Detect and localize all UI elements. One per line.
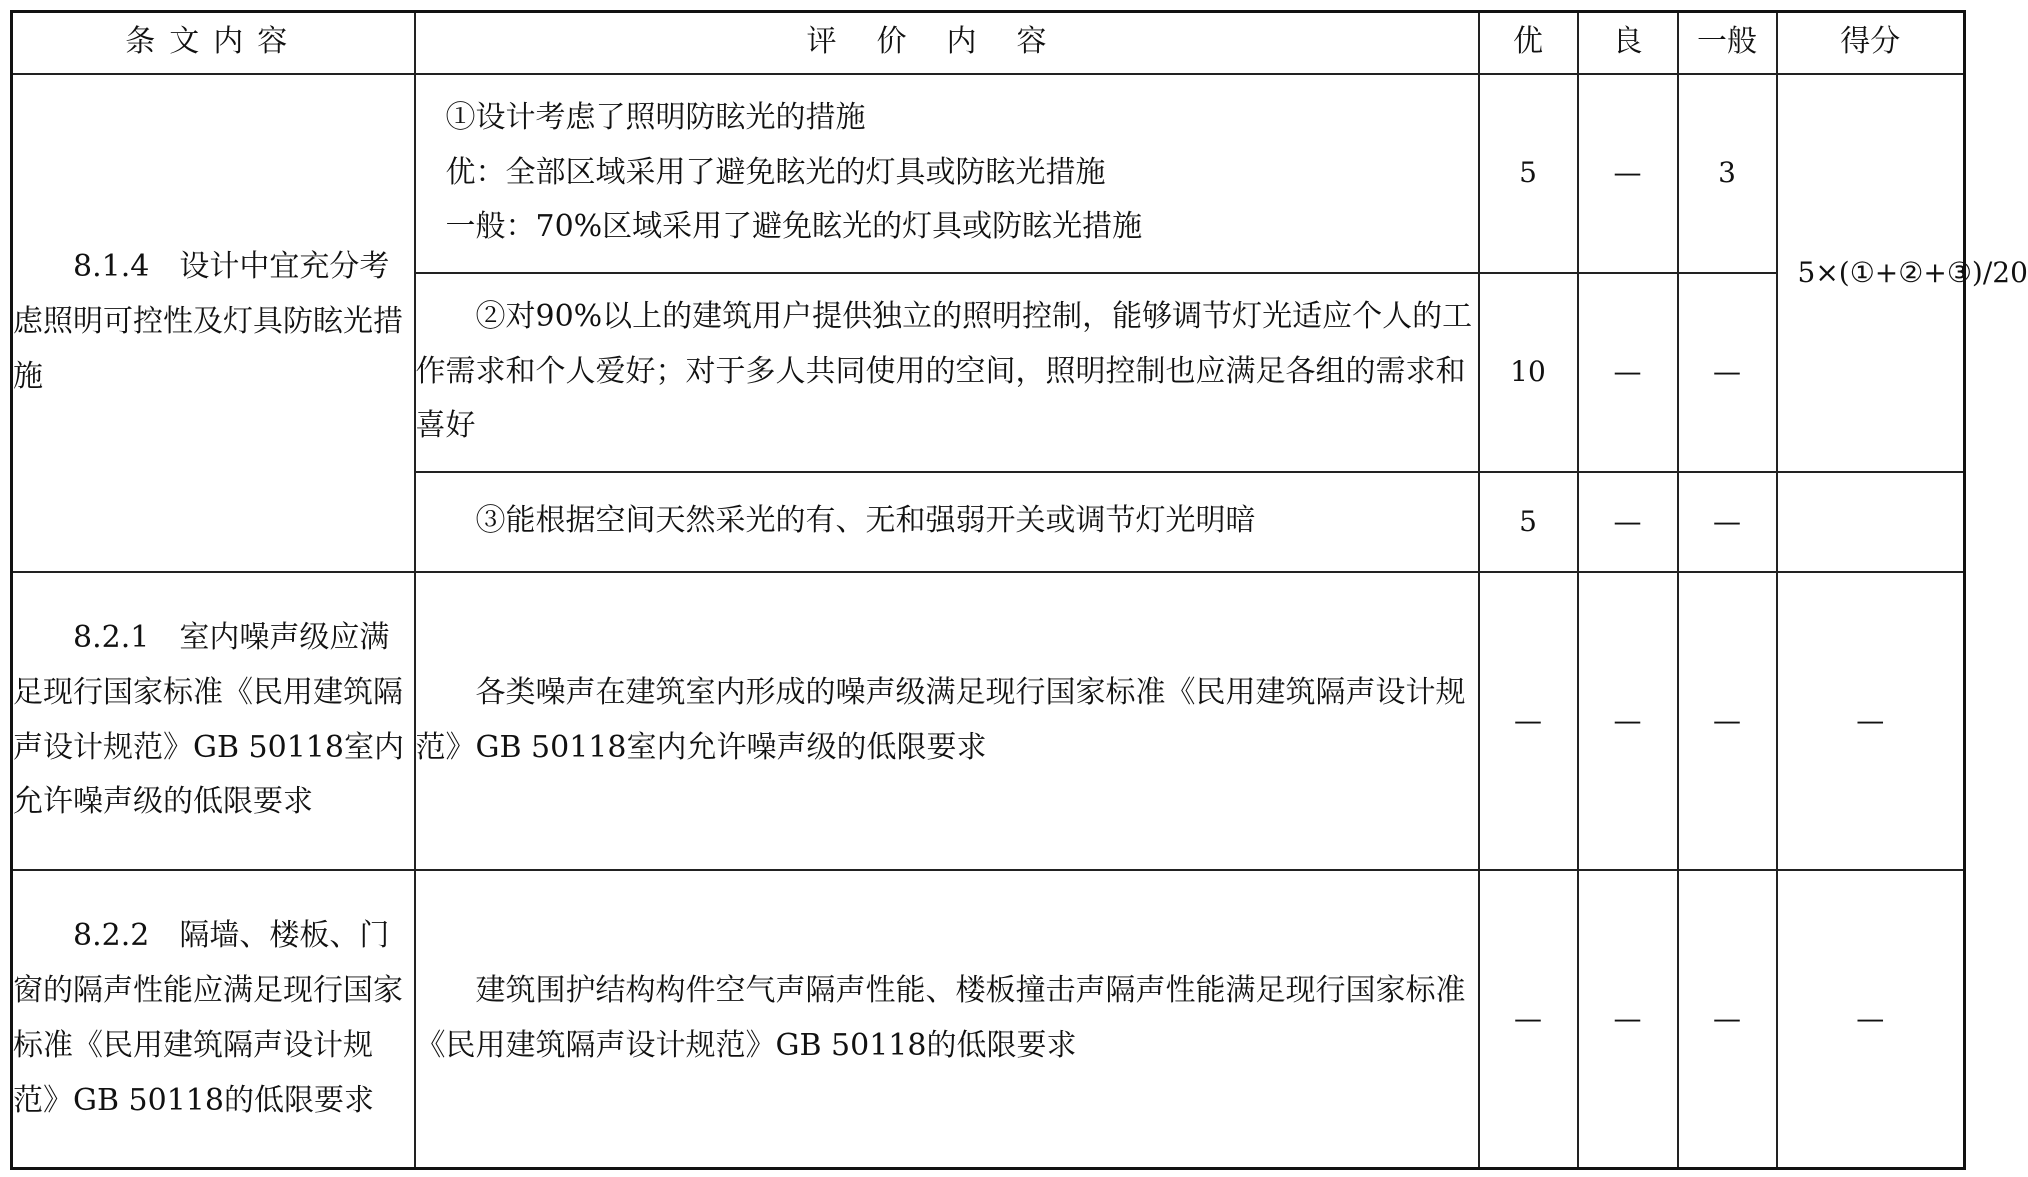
content-line: 优：全部区域采用了避免眩光的灯具或防眩光措施 — [445, 154, 1106, 190]
content-item-2: ②对90%以上的建筑用户提供独立的照明控制，能够调节灯光适应个人的工作需求和个人爱好；对于多人共同使用的空间，照明控制也应满足各组的需求和喜好 — [415, 273, 1479, 472]
header-content: 评价内容 — [415, 12, 1479, 74]
score-blank — [1777, 472, 1965, 572]
fair-value: — — [1678, 870, 1777, 1169]
header-score: 得分 — [1777, 12, 1965, 74]
clause-8-1-4: 8.1.4 设计中宜充分考虑照明可控性及灯具防眩光措施 — [12, 74, 415, 572]
header-excellent: 优 — [1479, 12, 1578, 74]
fair-value: 3 — [1678, 74, 1777, 273]
table-row — [12, 870, 1965, 1169]
good-value: — — [1578, 472, 1678, 572]
fair-value: — — [1678, 472, 1777, 572]
table-row — [12, 572, 1965, 870]
excellent-value: 5 — [1479, 472, 1578, 572]
content-item-1 — [415, 74, 1479, 273]
score-value: — — [1777, 870, 1965, 1169]
score-formula: 5×(①+②+③)/20 — [1777, 74, 1965, 472]
content-line: 一般：70%区域采用了避免眩光的灯具或防眩光措施 — [445, 209, 1143, 245]
good-value: — — [1578, 74, 1678, 273]
good-value: — — [1578, 870, 1678, 1169]
excellent-value: 5 — [1479, 74, 1578, 273]
header-fair: 一般 — [1678, 12, 1777, 74]
fair-value: — — [1678, 572, 1777, 870]
content-item-3: ③能根据空间天然采光的有、无和强弱开关或调节灯光明暗 — [415, 472, 1479, 572]
clause-8-2-1: 8.2.1 室内噪声级应满足现行国家标准《民用建筑隔声设计规范》GB 50118室内允许噪声级的低限要求 — [12, 572, 415, 870]
header-clause: 条文内容 — [12, 12, 415, 74]
excellent-value: 10 — [1479, 273, 1578, 472]
excellent-value: — — [1479, 870, 1578, 1169]
clause-8-2-2: 8.2.2 隔墙、楼板、门窗的隔声性能应满足现行国家标准《民用建筑隔声设计规范》GB 50118的低限要求 — [12, 870, 415, 1169]
header-row — [12, 12, 1965, 74]
table-row — [12, 74, 1965, 273]
header-good: 良 — [1578, 12, 1678, 74]
content-8-2-1: 各类噪声在建筑室内形成的噪声级满足现行国家标准《民用建筑隔声设计规范》GB 50118室内允许噪声级的低限要求 — [415, 572, 1479, 870]
evaluation-table — [10, 10, 2028, 1170]
excellent-value: — — [1479, 572, 1578, 870]
good-value: — — [1578, 273, 1678, 472]
fair-value: — — [1678, 273, 1777, 472]
content-8-2-2: 建筑围护结构构件空气声隔声性能、楼板撞击声隔声性能满足现行国家标准《民用建筑隔声设计规范》GB 50118的低限要求 — [415, 870, 1479, 1169]
score-value: — — [1777, 572, 1965, 870]
good-value: — — [1578, 572, 1678, 870]
content-line: ①设计考虑了照明防眩光的措施 — [445, 99, 866, 135]
